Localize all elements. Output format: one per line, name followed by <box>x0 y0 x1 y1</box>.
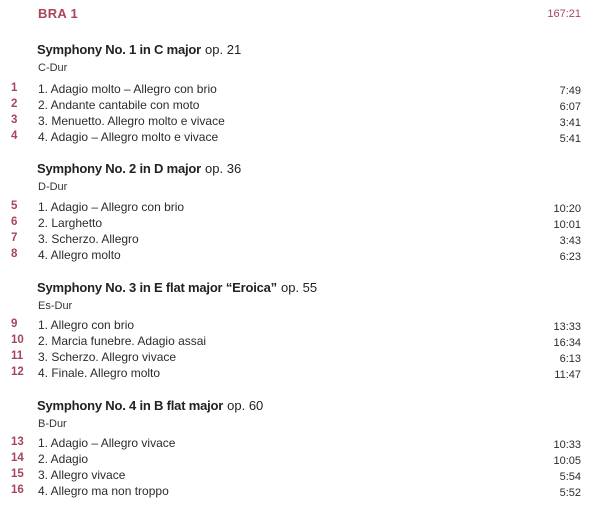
track-title: 4. Allegro ma non troppo <box>38 484 169 498</box>
track-row[interactable] <box>0 82 599 98</box>
track-duration: 10:20 <box>553 203 581 215</box>
track-row[interactable] <box>0 248 599 264</box>
track-duration: 7:49 <box>559 85 581 97</box>
track-row[interactable] <box>0 114 599 130</box>
work-opus: op. 36 <box>205 161 242 176</box>
track-duration: 10:05 <box>553 455 581 467</box>
track-title: 4. Allegro molto <box>38 248 121 262</box>
track-number: 1 <box>11 82 18 94</box>
track-row[interactable] <box>0 130 599 146</box>
track-number: 7 <box>11 232 18 244</box>
track-number: 6 <box>11 216 18 228</box>
track-duration: 11:47 <box>554 369 581 381</box>
track-duration: 5:52 <box>559 487 581 499</box>
track-row[interactable] <box>0 216 599 232</box>
track-number: 10 <box>11 334 24 346</box>
track-number: 16 <box>11 484 24 496</box>
track-row[interactable] <box>0 468 599 484</box>
track-duration: 13:33 <box>553 321 581 333</box>
track-title: 2. Adagio <box>38 452 89 466</box>
track-duration: 3:41 <box>559 117 581 129</box>
work-key-german: B-Dur <box>38 418 67 430</box>
track-duration: 6:13 <box>559 353 581 365</box>
track-number: 5 <box>11 200 18 212</box>
track-title: 3. Scherzo. Allegro <box>38 232 139 246</box>
track-row[interactable] <box>0 200 599 216</box>
track-row[interactable] <box>0 98 599 114</box>
track-row[interactable] <box>0 366 599 382</box>
track-duration: 6:07 <box>559 101 581 113</box>
track-duration: 16:34 <box>553 337 581 349</box>
track-number: 9 <box>11 318 18 330</box>
work-title <box>37 42 241 57</box>
track-title: 2. Marcia funebre. Adagio assai <box>38 334 207 348</box>
disc-label: BRA 1 <box>38 6 79 21</box>
track-duration: 3:43 <box>559 235 581 247</box>
track-number: 13 <box>11 436 24 448</box>
track-number: 11 <box>11 350 24 362</box>
track-number: 4 <box>11 130 18 142</box>
track-title: 3. Scherzo. Allegro vivace <box>38 350 177 364</box>
track-title: 3. Allegro vivace <box>38 468 126 482</box>
track-row[interactable] <box>0 334 599 350</box>
track-duration: 10:33 <box>553 439 581 451</box>
track-title: 1. Adagio – Allegro vivace <box>38 436 176 450</box>
work-name: Symphony No. 2 in D major <box>37 161 202 176</box>
track-title: 2. Andante cantabile con moto <box>38 98 200 112</box>
track-title: 2. Larghetto <box>38 216 103 230</box>
track-title: 1. Adagio molto – Allegro con brio <box>38 82 217 96</box>
track-number: 14 <box>11 452 24 464</box>
track-number: 12 <box>11 366 24 378</box>
track-number: 8 <box>11 248 18 260</box>
work-key-german: Es-Dur <box>38 300 73 312</box>
track-row[interactable] <box>0 350 599 366</box>
work-name: Symphony No. 4 in B flat major <box>37 398 224 413</box>
track-duration: 6:23 <box>559 251 581 263</box>
track-duration: 5:41 <box>559 133 581 145</box>
track-row[interactable] <box>0 232 599 248</box>
work-opus: op. 55 <box>280 280 318 295</box>
track-number: 15 <box>11 468 24 480</box>
work-title <box>37 398 263 413</box>
track-duration: 10:01 <box>553 219 581 231</box>
work-opus: op. 21 <box>205 42 242 57</box>
track-title: 1. Adagio – Allegro con brio <box>38 200 185 214</box>
work-opus: op. 60 <box>227 398 264 413</box>
track-row[interactable] <box>0 452 599 468</box>
track-number: 2 <box>11 98 18 110</box>
track-title: 4. Adagio – Allegro molto e vivace <box>38 130 219 144</box>
track-row[interactable] <box>0 318 599 334</box>
track-title: 4. Finale. Allegro molto <box>38 366 161 380</box>
total-time: 167:21 <box>547 8 581 20</box>
work-title <box>37 161 241 176</box>
track-number: 3 <box>11 114 18 126</box>
work-key-german: D-Dur <box>38 181 68 193</box>
work-key-german: C-Dur <box>38 62 68 74</box>
work-title <box>37 280 317 295</box>
track-duration: 5:54 <box>559 471 581 483</box>
work-name: Symphony No. 1 in C major <box>37 42 202 57</box>
track-title: 3. Menuetto. Allegro molto e vivace <box>38 114 225 128</box>
track-title: 1. Allegro con brio <box>38 318 135 332</box>
track-row[interactable] <box>0 484 599 500</box>
work-name: Symphony No. 3 in E flat major “Eroica” <box>37 280 277 295</box>
track-row[interactable] <box>0 436 599 452</box>
